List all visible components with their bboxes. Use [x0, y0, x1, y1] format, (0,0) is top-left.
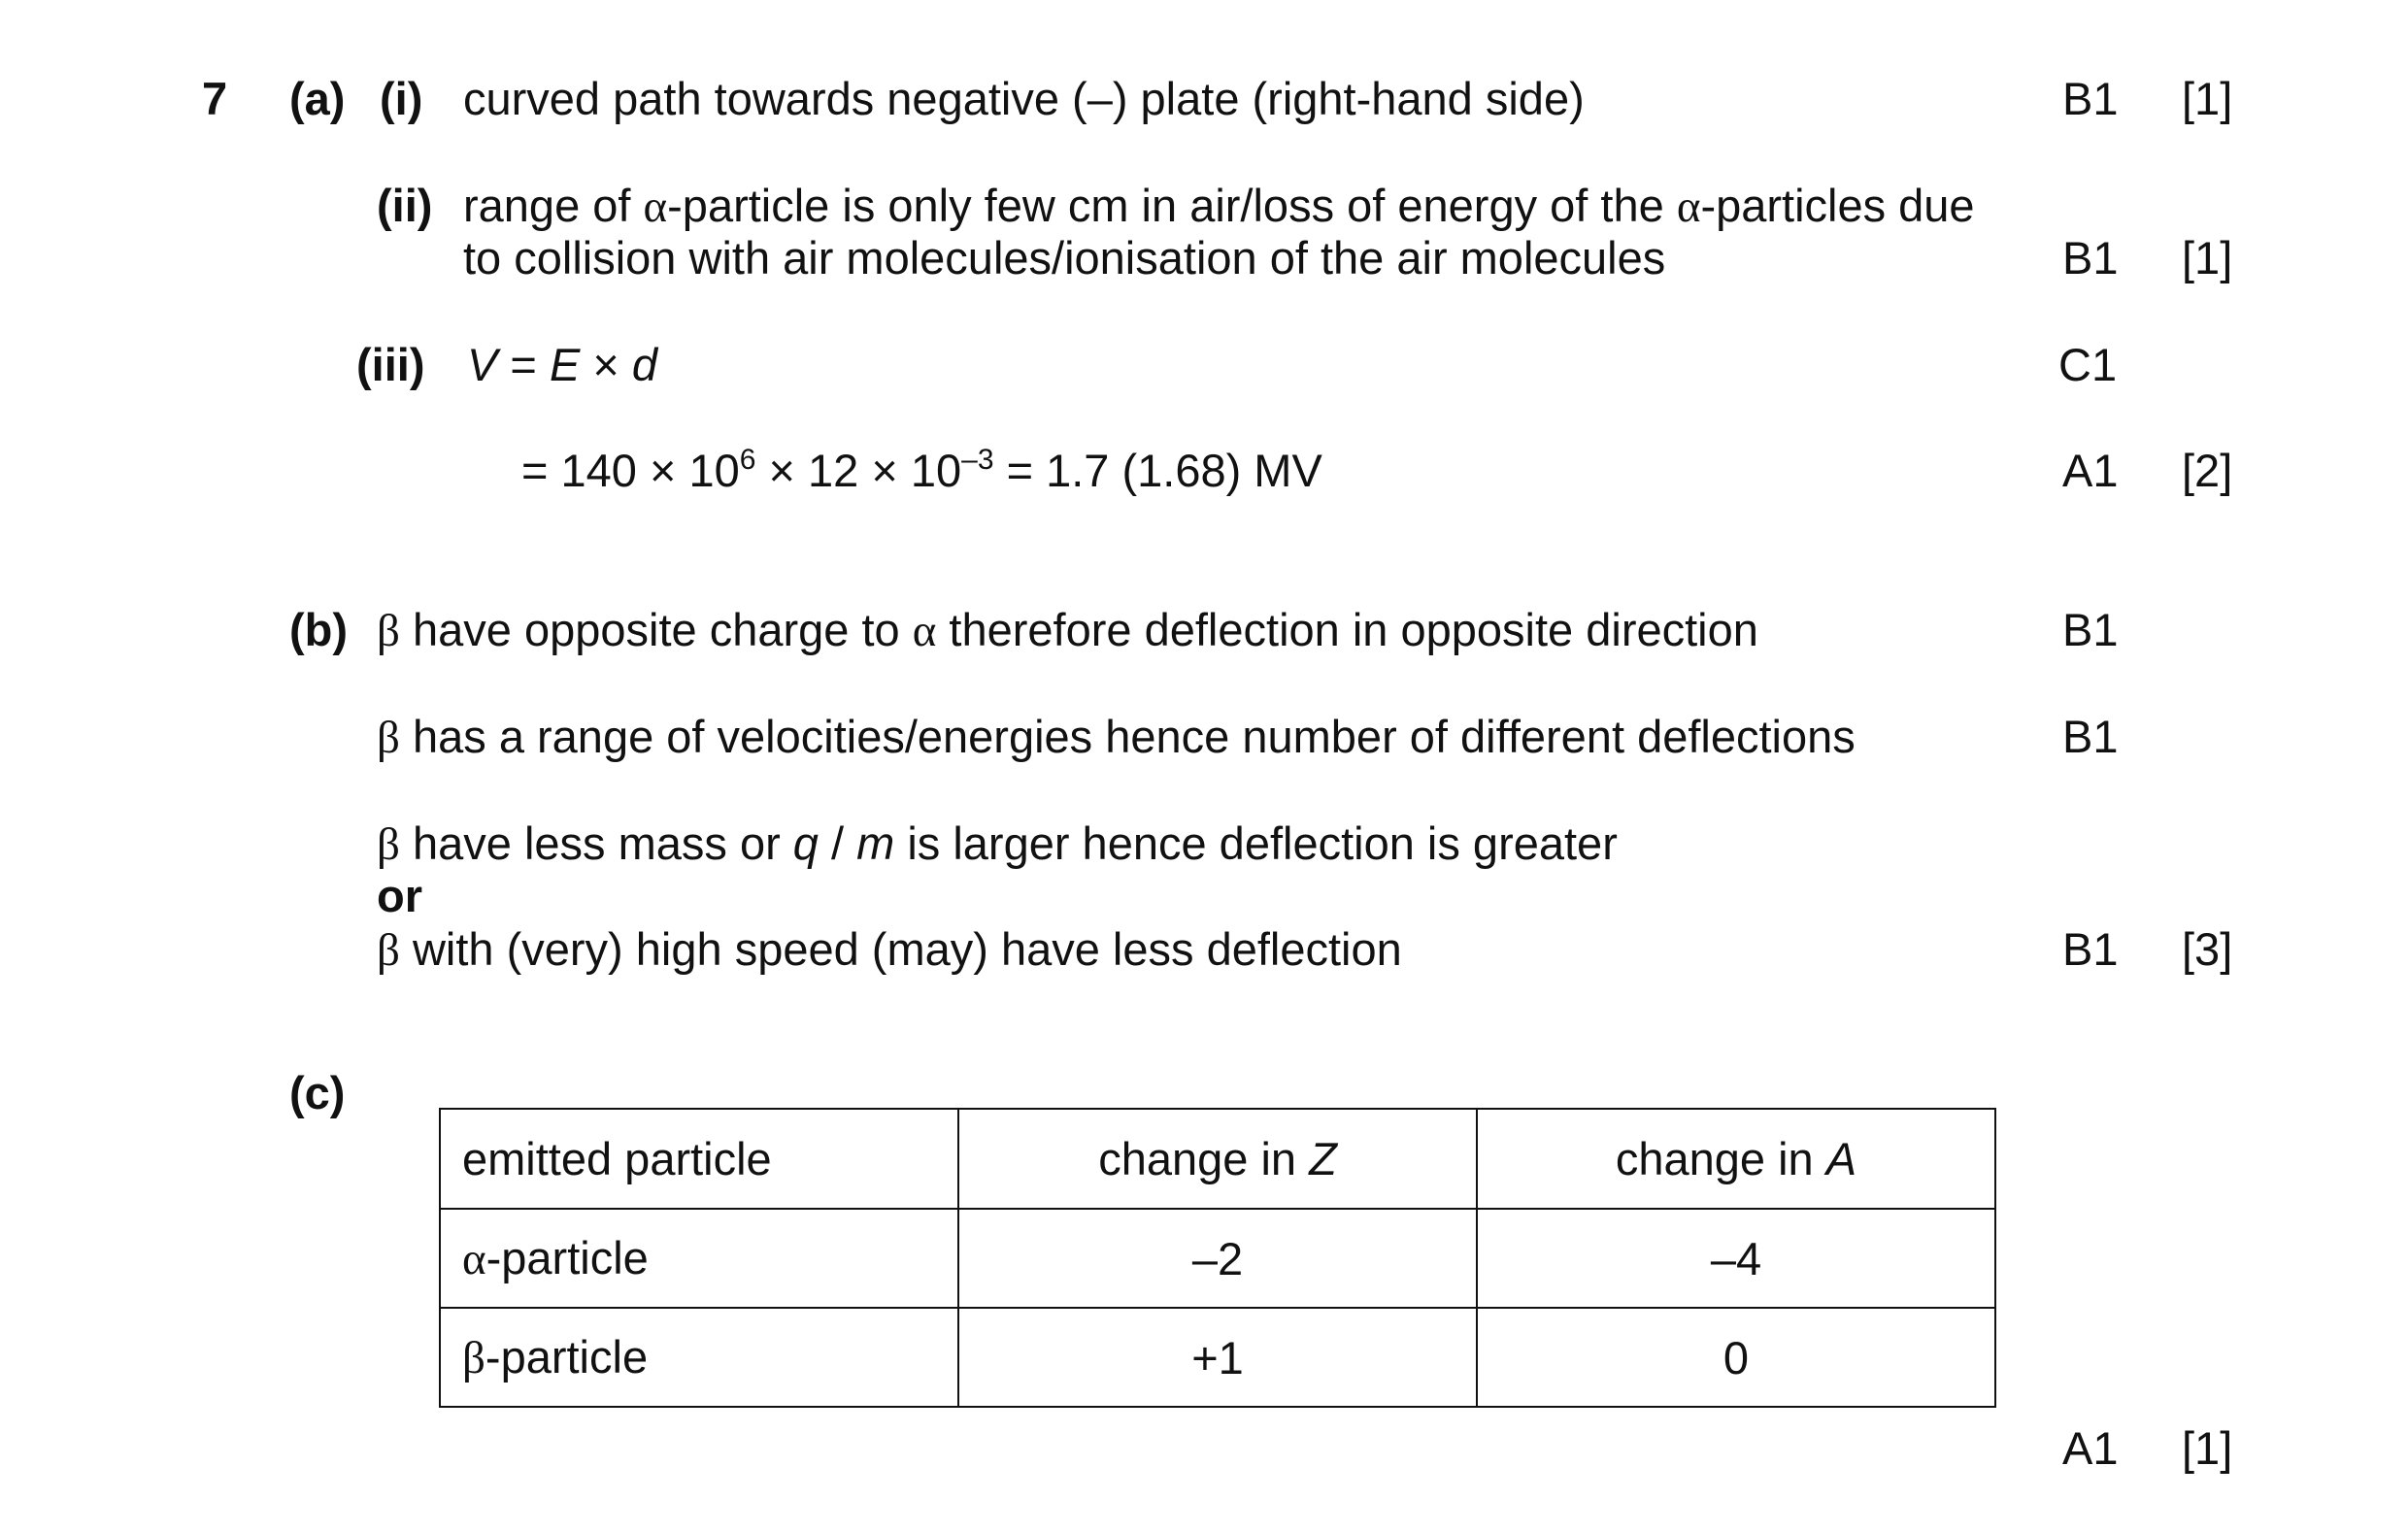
- part-a-i-total: [1]: [2182, 73, 2233, 124]
- particle-table: [439, 1108, 1996, 1408]
- z-variable: Z: [1309, 1133, 1337, 1184]
- part-b-mark3: B1: [2062, 923, 2119, 975]
- particle-name: -particle: [485, 1232, 649, 1283]
- charge-variable: q: [792, 817, 819, 869]
- change-a-cell: –4: [1477, 1209, 1995, 1308]
- part-a-ii-total: [1]: [2182, 232, 2233, 283]
- part-a-i-label: (i): [380, 73, 423, 124]
- change-z-cell: –2: [958, 1209, 1477, 1308]
- question-number: 7: [202, 73, 228, 124]
- part-c-total: [1]: [2182, 1422, 2233, 1474]
- part-a-iii-equation1: [467, 339, 658, 390]
- part-a-ii-line1-c: -particles due: [1700, 180, 1975, 231]
- part-a-ii-mark: B1: [2062, 232, 2119, 283]
- header-change-in-a: [1477, 1109, 1995, 1209]
- part-a-iii-equation2: [521, 444, 1322, 496]
- part-b-mark1: B1: [2062, 604, 2119, 655]
- part-a-ii-label: (ii): [377, 180, 433, 231]
- alpha-symbol: α: [462, 1234, 486, 1284]
- header-change-in-z: [958, 1109, 1477, 1209]
- part-b-line2-text: has a range of velocities/energies hence number of different deflections: [399, 711, 1856, 762]
- beta-symbol: β: [377, 925, 400, 976]
- field-variable: E: [549, 339, 581, 390]
- part-a-iii-total: [2]: [2182, 445, 2233, 496]
- equals-sign: =: [497, 339, 550, 390]
- part-a-iii-mark1: C1: [2058, 339, 2118, 390]
- header-emitted-particle: emitted particle: [440, 1109, 958, 1209]
- part-b-line3-b: is larger hence deflection is greater: [894, 817, 1618, 869]
- part-b-label: (b): [289, 604, 349, 655]
- part-a-iii-mark2: A1: [2062, 445, 2119, 496]
- part-b-line4-text: with (very) high speed (may) have less deflection: [399, 923, 1402, 975]
- part-b-or: or: [377, 870, 422, 921]
- change-a-cell: 0: [1477, 1308, 1995, 1407]
- part-b-line1-a: have opposite charge to: [399, 604, 913, 655]
- exponent-6: 6: [739, 444, 756, 476]
- particle-name: -particle: [485, 1331, 649, 1383]
- distance-variable: d: [631, 339, 658, 390]
- part-b-line3-a: have less mass or: [399, 817, 793, 869]
- part-b-line1: [377, 604, 1758, 656]
- voltage-variable: V: [467, 339, 498, 390]
- slash: /: [818, 817, 857, 869]
- part-a-i-mark: B1: [2062, 73, 2119, 124]
- equation2-c: = 1.7 (1.68) MV: [993, 445, 1322, 496]
- alpha-symbol: α: [912, 606, 937, 656]
- alpha-symbol: α: [1676, 182, 1701, 232]
- particle-name-cell: [440, 1209, 958, 1308]
- part-c-mark: A1: [2062, 1422, 2119, 1474]
- times-sign: ×: [580, 339, 632, 390]
- beta-symbol: β: [462, 1333, 485, 1383]
- part-c-label: (c): [289, 1067, 346, 1118]
- part-a-ii-line1-a: range of: [463, 180, 644, 231]
- table-row: [440, 1209, 1995, 1308]
- part-b-line4: [377, 923, 1402, 976]
- part-a-ii-line1-b: -particle is only few cm in air/loss of energy of the: [667, 180, 1677, 231]
- mass-variable: m: [856, 817, 895, 869]
- part-b-line1-b: therefore deflection in opposite direction: [936, 604, 1758, 655]
- exponent-minus-3: –3: [961, 444, 994, 476]
- part-b-line3: [377, 817, 1618, 870]
- particle-name-cell: [440, 1308, 958, 1407]
- part-a-ii-line1: [463, 180, 1975, 232]
- part-a-ii-line2: to collision with air molecules/ionisation of the air molecules: [463, 232, 1666, 283]
- beta-symbol: β: [377, 713, 400, 763]
- beta-symbol: β: [377, 606, 400, 656]
- table-header-row: [440, 1109, 1995, 1209]
- table-row: [440, 1308, 1995, 1407]
- header-change-in-a-text: change in: [1615, 1133, 1826, 1184]
- part-a-iii-label: (iii): [356, 339, 425, 390]
- part-a-label: (a): [289, 73, 346, 124]
- part-b-mark2: B1: [2062, 711, 2119, 762]
- header-change-in-z-text: change in: [1098, 1133, 1310, 1184]
- change-z-cell: +1: [958, 1308, 1477, 1407]
- alpha-symbol: α: [643, 182, 668, 232]
- a-variable: A: [1825, 1133, 1857, 1184]
- part-b-line2: [377, 711, 1856, 763]
- beta-symbol: β: [377, 819, 400, 870]
- part-a-i-text: curved path towards negative (–) plate (right-hand side): [463, 73, 1585, 124]
- equation2-a: = 140 × 10: [521, 445, 740, 496]
- equation2-b: × 12 × 10: [755, 445, 962, 496]
- part-b-total: [3]: [2182, 923, 2233, 975]
